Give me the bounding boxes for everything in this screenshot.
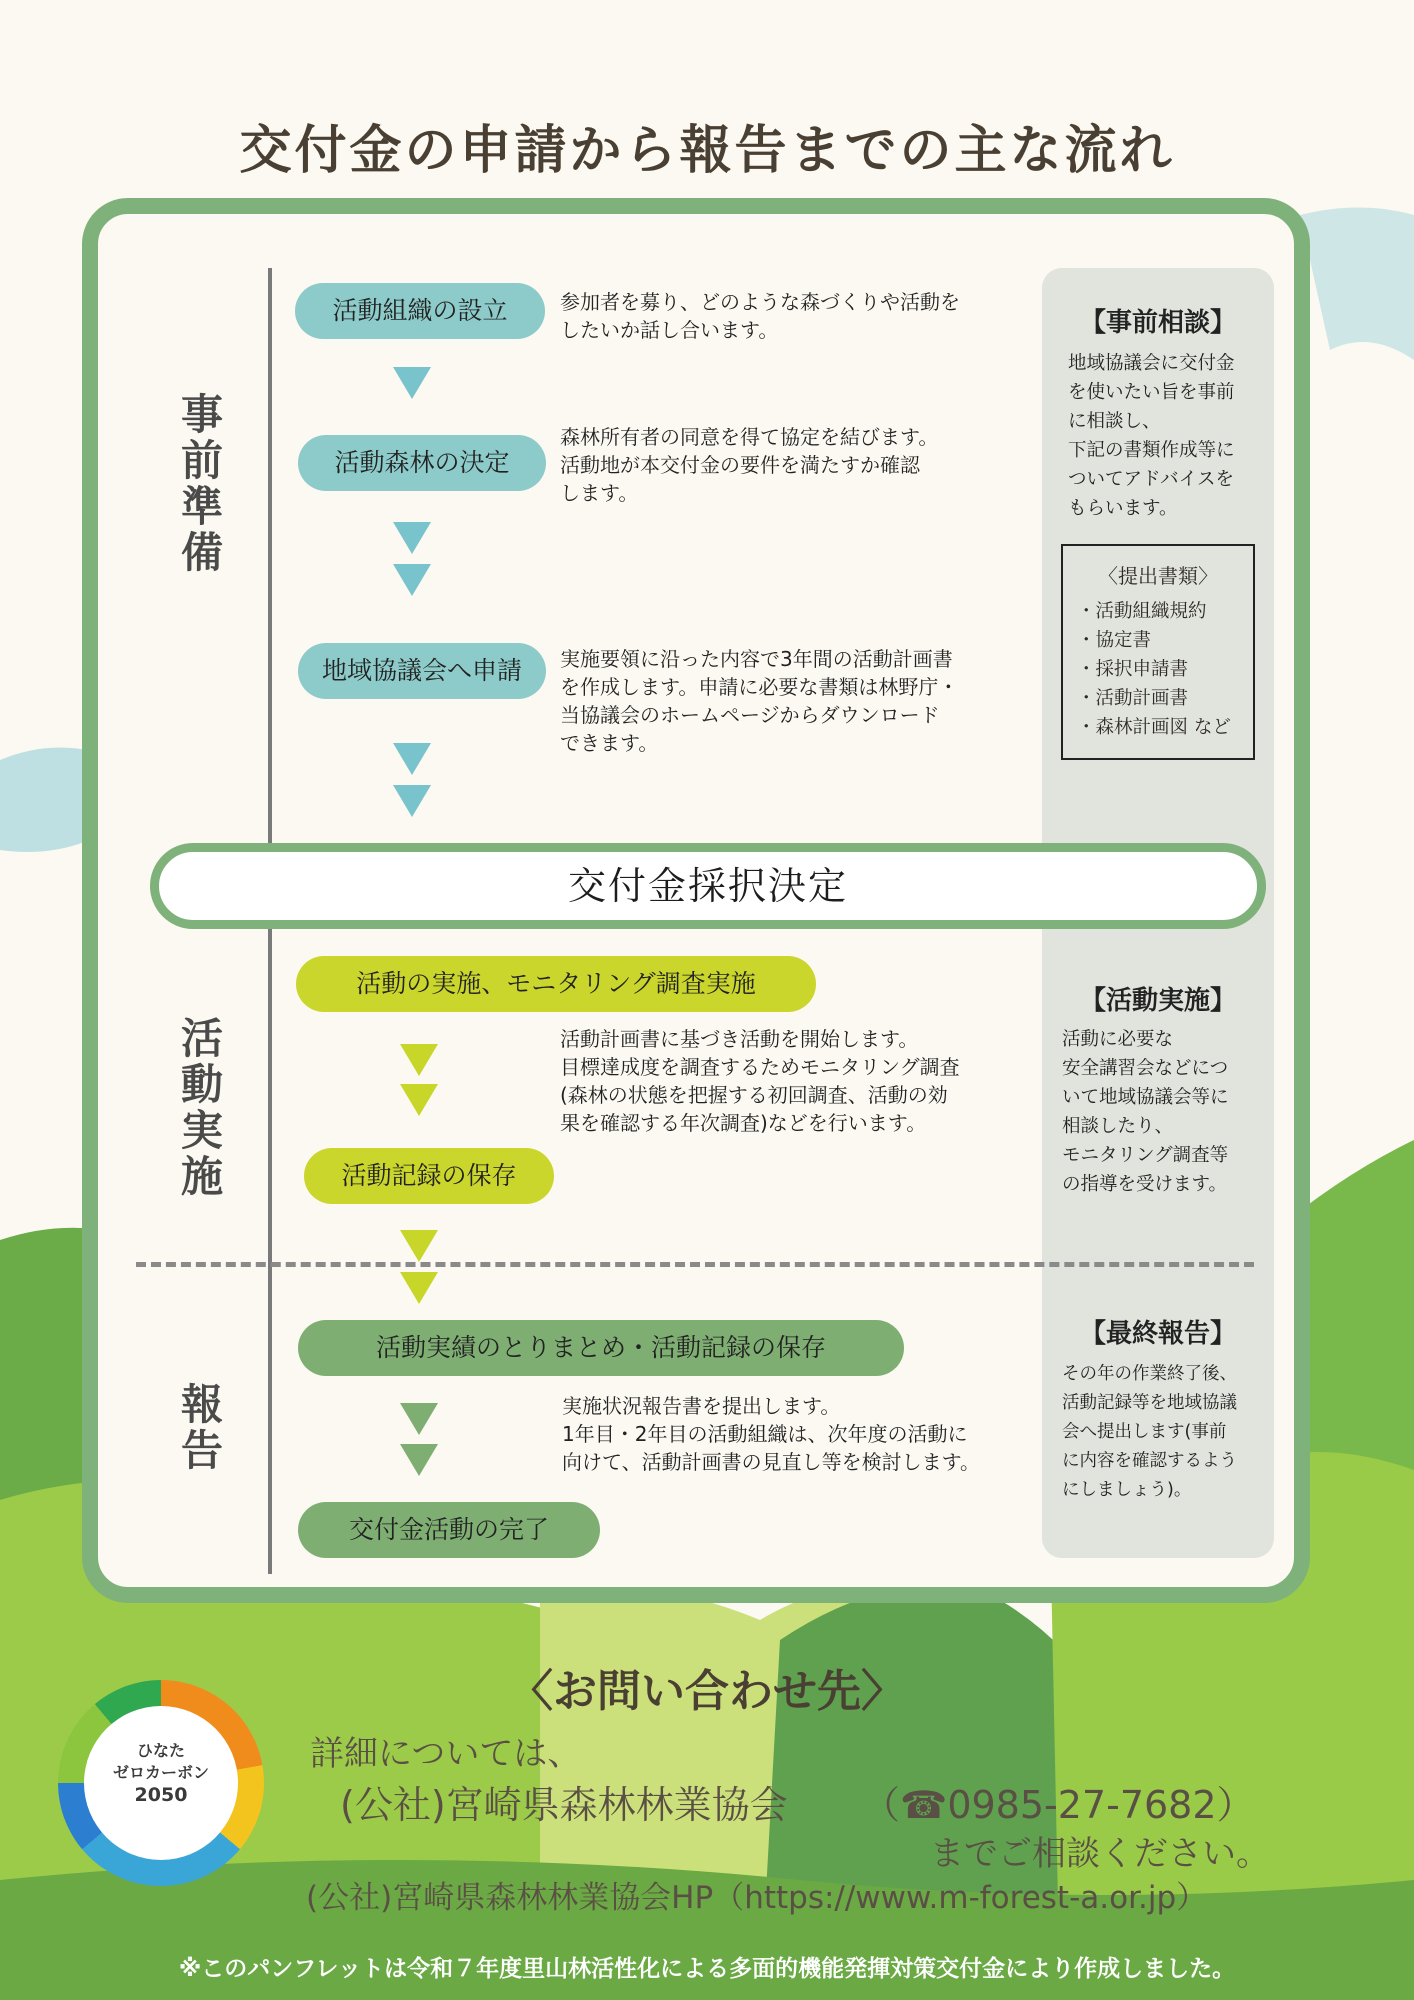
document-item: ・森林計画図 など (1077, 717, 1231, 738)
section-divider (136, 1262, 1254, 1267)
step-apply-council: 地域協議会へ申請 (298, 643, 546, 699)
step-save-records: 活動記録の保存 (304, 1148, 554, 1204)
flow-arrow-icon (400, 1272, 438, 1304)
flow-arrow-icon (400, 1403, 438, 1435)
hinata-zero-carbon-logo (58, 1680, 264, 1886)
step-decide-forest-desc: 森林所有者の同意を得て協定を結びます。 活動地が本交付金の要件を満たすか確認 します。 (560, 425, 939, 505)
final-report-title: 【最終報告】 (1079, 1319, 1236, 1349)
flow-arrow-icon (393, 522, 431, 554)
timeline-rail-prep (268, 268, 272, 843)
flow-arrow-icon (393, 785, 431, 817)
implement-text: 活動に必要な 安全講習会などにつ いて地域協議会等に 相談したり、 モニタリング調査等 の指導を受けます。 (1062, 1029, 1229, 1195)
contact-intro: 詳細については、 (310, 1734, 582, 1774)
flow-arrow-icon (400, 1230, 438, 1262)
logo-line1: ひなた (136, 1741, 185, 1760)
required-documents-box (1061, 544, 1255, 760)
footer-note: ※このパンフレットは令和７年度里山林活性化による多面的機能発揮対策交付金により作成しました。 (178, 1956, 1236, 1982)
contact-closing: までご相談ください。 (930, 1834, 1270, 1874)
flow-arrow-icon (400, 1044, 438, 1076)
step-compile-results-desc: 実施状況報告書を提出します。 1年目・2年目の活動組織は、次年度の活動に 向けて、活動計画書の見直し等を検討します。 (562, 1394, 980, 1474)
step-conduct-activities-desc: 活動計画書に基づき活動を開始します。 目標達成度を調査するためモニタリング調査 (森林の状態を把握する初回調査、活動の効 果を確認する年次調査)などを行います。 (560, 1027, 960, 1135)
logo-line3: 2050 (134, 1784, 188, 1806)
implement-title: 【活動実施】 (1079, 986, 1236, 1016)
phase-label-impl: 活動実施 (180, 1014, 223, 1201)
document-item: ・採択申請書 (1077, 659, 1189, 680)
flow-arrow-icon (400, 1444, 438, 1476)
flow-arrow-icon (393, 564, 431, 596)
grant-decision-banner: 交付金採択決定 (150, 843, 1266, 929)
contact-phone: （☎0985-27-7682） (862, 1783, 1255, 1827)
contact-website-link[interactable]: (公社)宮崎県森林林業協会HP（https://www.m-forest-a.or.jp） (306, 1880, 1208, 1916)
flow-arrow-icon (400, 1084, 438, 1116)
document-item: ・活動計画書 (1077, 688, 1189, 709)
flow-arrow-icon (393, 367, 431, 399)
step-compile-results: 活動実績のとりまとめ・活動記録の保存 (298, 1320, 904, 1376)
final-report-text: その年の作業終了後、 活動記録等を地域協議 会へ提出します(事前 に内容を確認するよう にしましょう)。 (1062, 1364, 1237, 1500)
step-decide-forest: 活動森林の決定 (298, 435, 546, 491)
step-conduct-activities: 活動の実施、モニタリング調査実施 (296, 956, 816, 1012)
required-documents-title: 〈提出書類〉 (1098, 564, 1218, 588)
document-item: ・活動組織規約 (1077, 601, 1207, 622)
step-establish-organization-desc: 参加者を募り、どのような森づくりや活動を したいか話し合います。 (560, 290, 960, 342)
logo-line2: ゼロカーボン (112, 1763, 209, 1782)
consult-text: 地域協議会に交付金 を使いたい旨を事前 に相談し、 下記の書類作成等に ついてアドバイスを もらいます。 (1068, 353, 1235, 519)
contact-title: 〈お問い合わせ先〉 (509, 1666, 905, 1717)
phase-label-prep: 事前準備 (180, 390, 223, 577)
step-apply-council-desc: 実施要領に沿った内容で3年間の活動計画書 を作成します。申請に必要な書類は林野庁・ 当協議会のホームページからダウンロード できます。 (560, 647, 959, 755)
document-item: ・協定書 (1077, 630, 1152, 651)
phase-label-report: 報告 (180, 1380, 223, 1475)
flow-arrow-icon (393, 743, 431, 775)
logo-inner (84, 1706, 238, 1860)
timeline-rail-impl (268, 929, 272, 1574)
contact-organization: (公社)宮崎県森林林業協会 (340, 1783, 788, 1827)
page-title: 交付金の申請から報告までの主な流れ (239, 121, 1175, 181)
step-complete: 交付金活動の完了 (298, 1502, 600, 1558)
step-establish-organization: 活動組織の設立 (295, 283, 545, 339)
consult-title: 【事前相談】 (1079, 308, 1236, 338)
